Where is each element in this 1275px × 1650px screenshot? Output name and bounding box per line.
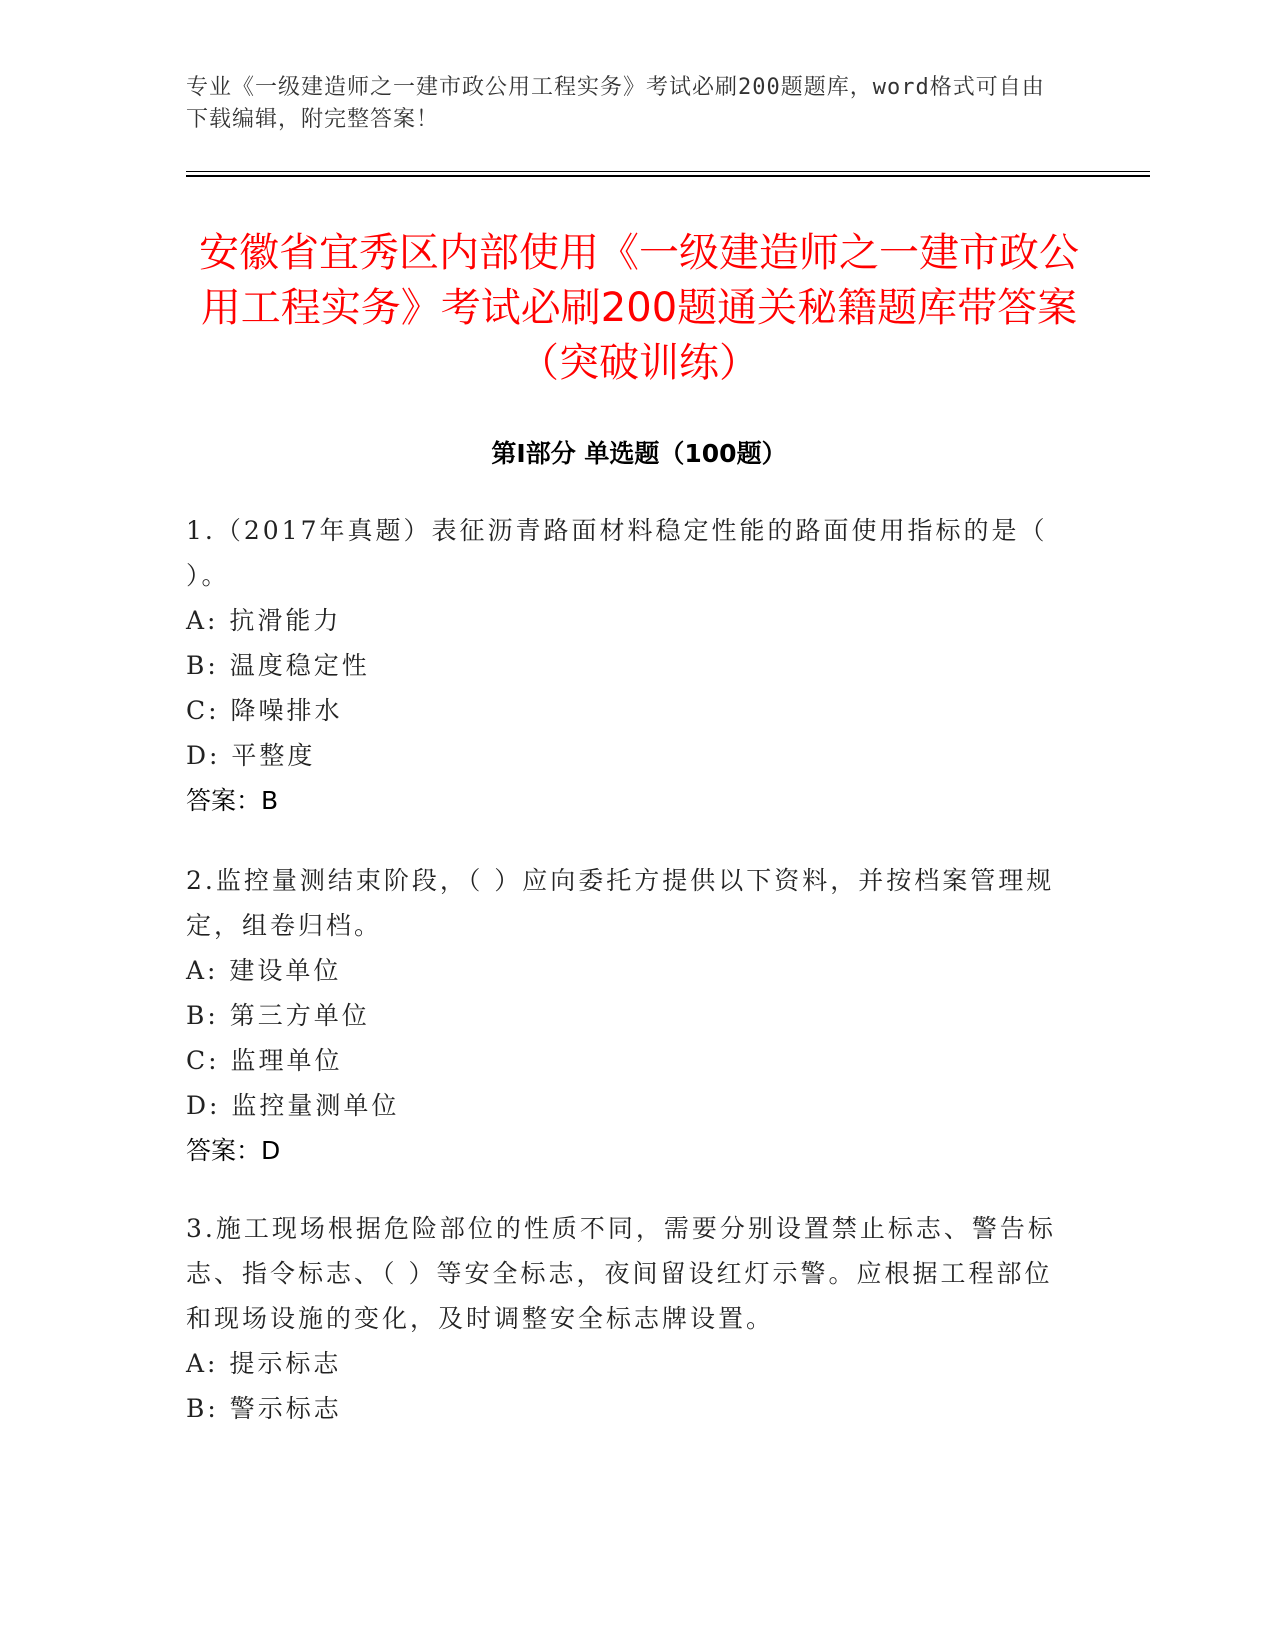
question-stem: 1.（2017年真题）表征沥青路面材料稳定性能的路面使用指标的是（ ）。 — [186, 516, 1048, 590]
header-divider-thick — [186, 175, 1150, 177]
answer: 答案：D — [186, 1136, 281, 1165]
option-c: C: 监理单位 — [186, 1046, 343, 1075]
option-d: D: 监控量测单位 — [186, 1091, 400, 1120]
header-divider-thin — [186, 171, 1150, 172]
option-b: B: 警示标志 — [186, 1394, 342, 1423]
document-title: 安徽省宜秀区内部使用《一级建造师之一建市政公用工程实务》考试必刷200题通关秘籍题库带答案（突破训练） — [199, 230, 1079, 386]
question-1 — [186, 508, 1066, 823]
question-stem: 3.施工现场根据危险部位的性质不同，需要分别设置禁止标志、警告标志、指令标志、（ ）等安全标志，夜间留设红灯示警。应根据工程部位和现场设施的变化，及时调整安全标志牌设置。 — [186, 1214, 1056, 1333]
option-a: A: 提示标志 — [186, 1349, 342, 1378]
option-a: A: 抗滑能力 — [186, 606, 342, 635]
option-d: D: 平整度 — [186, 741, 316, 770]
question-2 — [186, 858, 1066, 1173]
option-b: B: 第三方单位 — [186, 1001, 370, 1030]
header-note: 专业《一级建造师之一建市政公用工程实务》考试必刷200题题库，word格式可自由下载编辑，附完整答案！ — [186, 75, 1045, 132]
answer: 答案：B — [186, 786, 279, 815]
section-title: 第Ⅰ部分 单选题（100题） — [491, 439, 787, 468]
option-a: A: 建设单位 — [186, 956, 342, 985]
option-b: B: 温度稳定性 — [186, 651, 370, 680]
option-c: C: 降噪排水 — [186, 696, 343, 725]
question-3 — [186, 1206, 1066, 1431]
question-stem: 2.监控量测结束阶段，（ ）应向委托方提供以下资料，并按档案管理规定，组卷归档。 — [186, 866, 1055, 940]
